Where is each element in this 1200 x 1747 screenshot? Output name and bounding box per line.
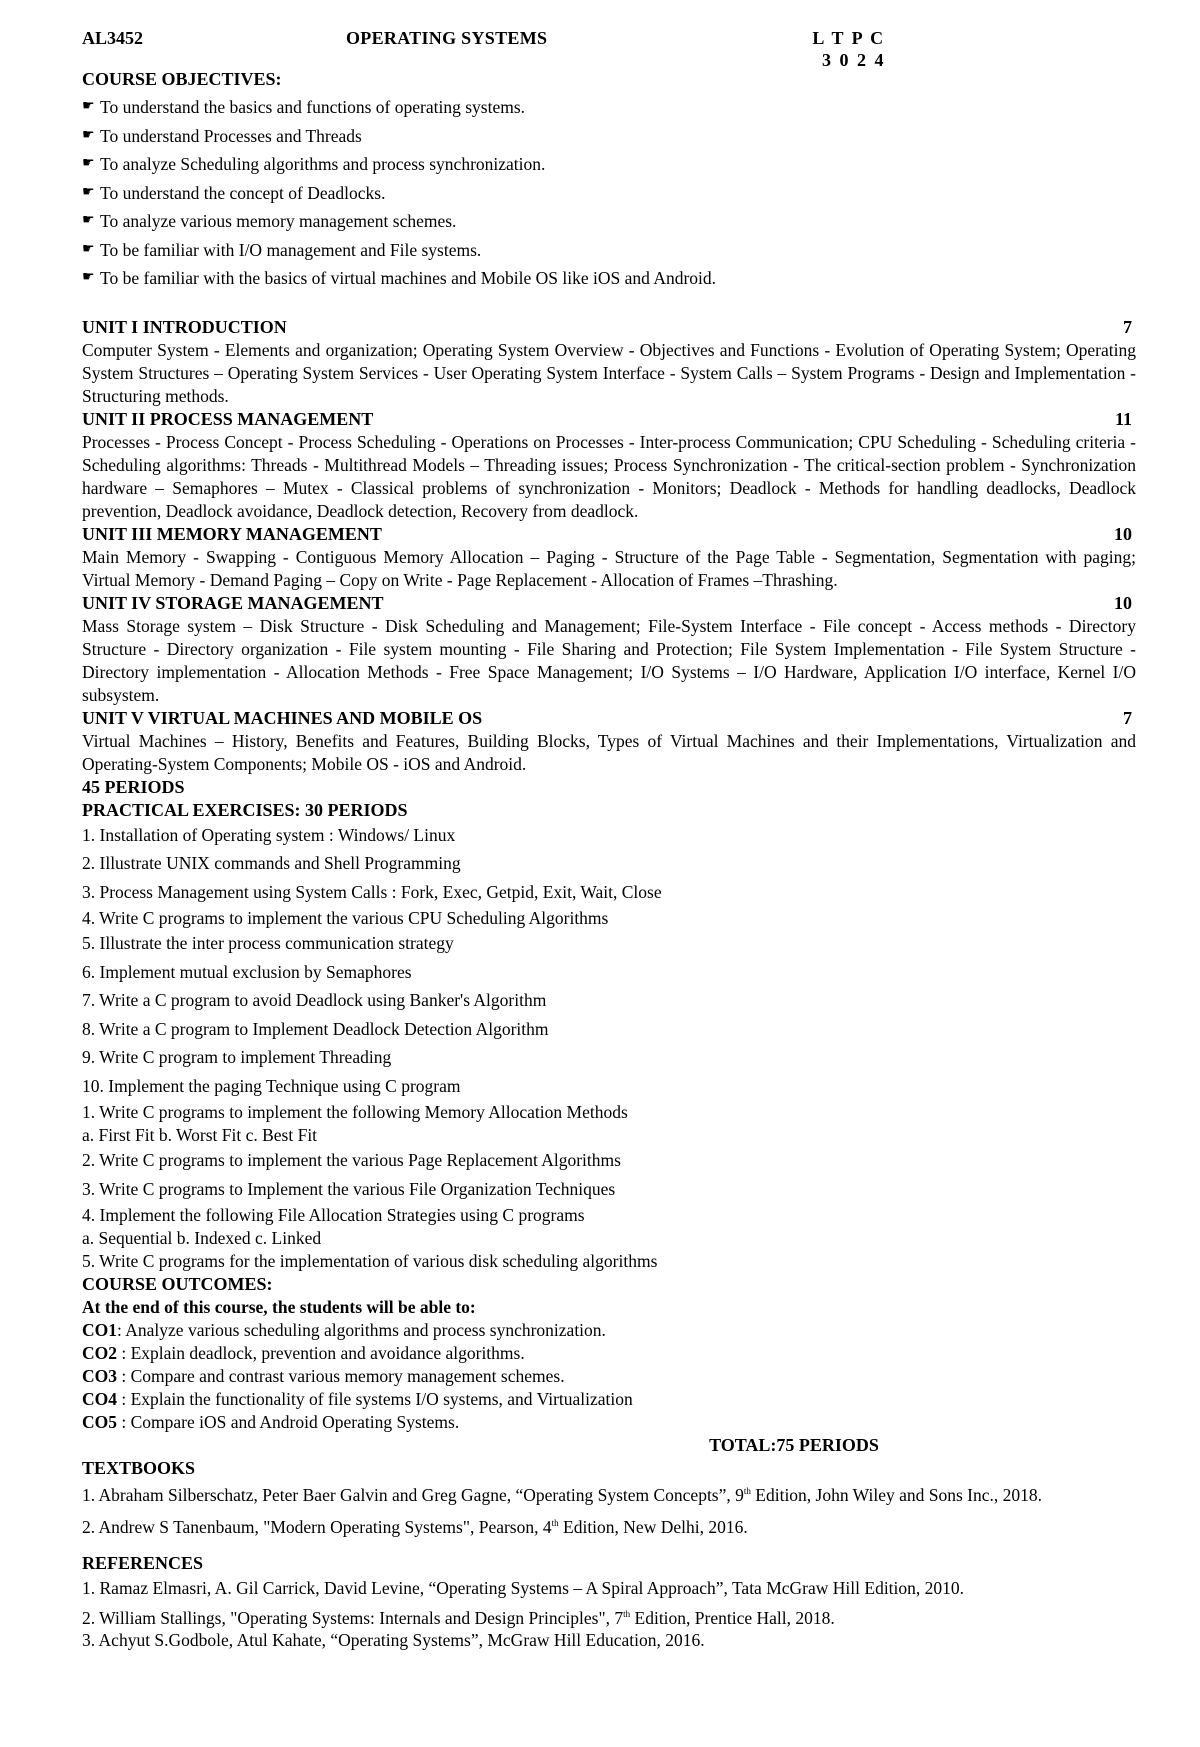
- practical-item: 6. Implement mutual exclusion by Semaphores: [82, 961, 412, 982]
- unit-section: [82, 316, 1136, 408]
- textbooks-heading: TEXTBOOKS: [82, 1458, 196, 1478]
- practical-item: 1. Installation of Operating system : Windows/ Linux: [82, 824, 456, 845]
- reference-item: 2. William Stallings, "Operating Systems: Internals and Design Principles", 7th Edition, Prentice Hall, 2018.: [82, 1607, 835, 1628]
- objective-item: ☛ To analyze various memory management schemes.: [82, 207, 1136, 236]
- outcomes-list: [82, 1319, 1136, 1434]
- unit-body: Main Memory - Swapping - Contiguous Memory Allocation – Paging - Structure of the Page Table - Segmentation, Segmentation with paging; Virtual Memory - Demand Paging – Copy on Write - Page Replacement - Allocation of Frames –Thrashing.: [82, 546, 1136, 590]
- unit-hours: 7: [1123, 316, 1132, 337]
- unit-hours: 7: [1123, 707, 1132, 728]
- practical-item: 4. Write C programs to implement the various CPU Scheduling Algorithms: [82, 908, 609, 928]
- practical-item: 8. Write a C program to Implement Deadlock Detection Algorithm: [82, 1018, 549, 1039]
- unit-section: [82, 707, 1136, 776]
- objective-item: ☛ To understand the basics and functions of operating systems.: [82, 93, 1136, 122]
- practical-item: 5. Write C programs for the implementation of various disk scheduling algorithms: [82, 1251, 658, 1271]
- outcome-item: CO5 : Compare iOS and Android Operating Systems.: [82, 1412, 460, 1432]
- unit-hours: 11: [1114, 408, 1132, 429]
- objective-item: ☛ To be familiar with I/O management and File systems.: [82, 236, 1136, 265]
- ltpc-block: [812, 27, 886, 71]
- hand-pointing-icon: ☛: [82, 127, 95, 143]
- unit-section: [82, 523, 1136, 592]
- unit-body: Processes - Process Concept - Process Scheduling - Operations on Processes - Inter-process Communication; CPU Scheduling - Scheduling criteria - Scheduling algorithms: Threads - Multithread Models – Threading issues; Process Synchronization - The critical-section problem - Synchronization hardware – Semaphores – Mutex - Classical problems of synchronization - Monitors; Deadlock - Methods for handling deadlocks, Deadlock prevention, Deadlock avoidance, Deadlock detection, Recovery from deadlock.: [82, 431, 1136, 521]
- unit-hours: 10: [1114, 592, 1132, 613]
- practical-item: a. Sequential b. Indexed c. Linked: [82, 1228, 322, 1248]
- total-periods: TOTAL:75 PERIODS: [709, 1435, 879, 1455]
- hand-pointing-icon: ☛: [82, 241, 95, 257]
- unit-hours: 10: [1114, 523, 1132, 544]
- unit-section: [82, 408, 1136, 523]
- unit-heading: UNIT I INTRODUCTION 7: [82, 316, 1136, 339]
- outcome-item: CO2 : Explain deadlock, prevention and avoidance algorithms.: [82, 1343, 525, 1363]
- practical-item: 3. Process Management using System Calls : Fork, Exec, Getpid, Exit, Wait, Close: [82, 881, 662, 902]
- practical-item: a. First Fit b. Worst Fit c. Best Fit: [82, 1125, 318, 1145]
- textbook-item: 1. Abraham Silberschatz, Peter Baer Galvin and Greg Gagne, “Operating System Concepts”, 9th Edition, John Wiley and Sons Inc., 2018.: [82, 1484, 1043, 1505]
- objective-item: ☛ To understand the concept of Deadlocks.: [82, 179, 1136, 208]
- theory-periods: 45 PERIODS: [82, 776, 185, 797]
- practical-list: [82, 822, 1136, 1274]
- hand-pointing-icon: ☛: [82, 184, 95, 200]
- objective-item: ☛ To analyze Scheduling algorithms and process synchronization.: [82, 150, 1136, 179]
- textbook-item: 2. Andrew S Tanenbaum, "Modern Operating Systems", Pearson, 4th Edition, New Delhi, 2016.: [82, 1516, 748, 1537]
- outcomes-heading: COURSE OUTCOMES:: [82, 1274, 273, 1294]
- practical-item: 7. Write a C program to avoid Deadlock using Banker's Algorithm: [82, 990, 547, 1010]
- references-heading: REFERENCES: [82, 1552, 204, 1573]
- practical-item: 5. Illustrate the inter process communication strategy: [82, 933, 454, 953]
- unit-heading: UNIT II PROCESS MANAGEMENT 11: [82, 408, 1136, 431]
- unit-body: Mass Storage system – Disk Structure - Disk Scheduling and Management; File-System Interface - File concept - Access methods - Directory Structure - Directory organization - File system mounting - File Sharing and Protection; File System Implementation - File System Structure - Directory implementation - Allocation Methods - Free Space Management; I/O Systems – I/O Hardware, Application I/O interface, Kernel I/O subsystem.: [82, 615, 1136, 705]
- syllabus-page: [82, 24, 1136, 1653]
- objectives-list: [82, 93, 1136, 293]
- unit-heading: UNIT IV STORAGE MANAGEMENT 10: [82, 592, 1136, 615]
- hand-pointing-icon: ☛: [82, 270, 95, 286]
- course-code: AL3452: [82, 28, 144, 48]
- course-title: OPERATING SYSTEMS: [346, 28, 548, 48]
- outcomes-intro: At the end of this course, the students will be able to:: [82, 1297, 476, 1317]
- hand-pointing-icon: ☛: [82, 99, 95, 115]
- unit-body: Virtual Machines – History, Benefits and Features, Building Blocks, Types of Virtual Machines and their Implementations, Virtualization and Operating-System Components; Mobile OS - iOS and Android.: [82, 730, 1136, 774]
- reference-item: 3. Achyut S.Godbole, Atul Kahate, “Operating Systems”, McGraw Hill Education, 2016.: [82, 1629, 705, 1650]
- reference-item: 1. Ramaz Elmasri, A. Gil Carrick, David Levine, “Operating Systems – A Spiral Approach”, Tata McGraw Hill Edition, 2010.: [82, 1577, 965, 1598]
- textbooks-list: [82, 1480, 1136, 1536]
- practical-item: 9. Write C program to implement Threading: [82, 1047, 392, 1067]
- practical-item: 2. Illustrate UNIX commands and Shell Programming: [82, 853, 461, 873]
- course-header: [82, 24, 1136, 70]
- practical-item: 2. Write C programs to implement the various Page Replacement Algorithms: [82, 1150, 621, 1170]
- practical-heading: PRACTICAL EXERCISES: 30 PERIODS: [82, 799, 408, 820]
- ltpc-values: 3 0 2 4: [822, 50, 886, 70]
- practical-item: 10. Implement the paging Technique using C program: [82, 1075, 461, 1096]
- hand-pointing-icon: ☛: [82, 156, 95, 172]
- unit-section: [82, 592, 1136, 707]
- practical-item: 1. Write C programs to implement the following Memory Allocation Methods: [82, 1102, 628, 1122]
- unit-heading: UNIT III MEMORY MANAGEMENT 10: [82, 523, 1136, 546]
- references-list: [82, 1575, 1136, 1653]
- objective-item: ☛ To be familiar with the basics of virtual machines and Mobile OS like iOS and Android.: [82, 264, 1136, 293]
- practical-item: 4. Implement the following File Allocation Strategies using C programs: [82, 1205, 585, 1225]
- outcome-item: CO3 : Compare and contrast various memory management schemes.: [82, 1366, 565, 1386]
- objectives-heading: COURSE OBJECTIVES:: [82, 69, 282, 89]
- outcome-item: CO4 : Explain the functionality of file systems I/O systems, and Virtualization: [82, 1389, 633, 1409]
- outcome-item: CO1: Analyze various scheduling algorithms and process synchronization.: [82, 1320, 606, 1340]
- hand-pointing-icon: ☛: [82, 213, 95, 229]
- unit-heading: UNIT V VIRTUAL MACHINES AND MOBILE OS 7: [82, 707, 1136, 730]
- objective-item: ☛ To understand Processes and Threads: [82, 122, 1136, 151]
- practical-item: 3. Write C programs to Implement the various File Organization Techniques: [82, 1178, 616, 1199]
- unit-body: Computer System - Elements and organization; Operating System Overview - Objectives and Functions - Evolution of Operating System; Operating System Structures – Operating System Services - User Operating System Interface - System Calls – System Programs - Design and Implementation - Structuring methods.: [82, 339, 1136, 406]
- ltpc-label: L T P C: [812, 28, 886, 48]
